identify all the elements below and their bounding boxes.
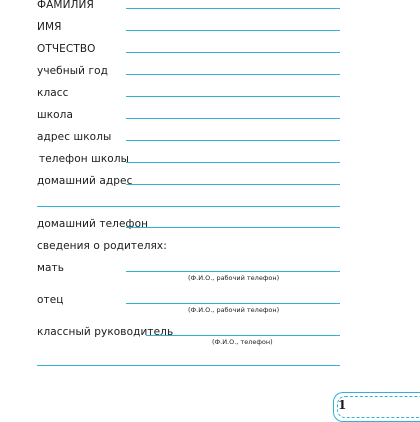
class-teacher-label: классный руководитель [37, 326, 174, 338]
mother-label: мать [37, 262, 65, 274]
father-label: отец [37, 294, 64, 306]
mother-field-line[interactable] [126, 271, 340, 272]
school-year-label: учебный год [37, 65, 108, 77]
home-phone-field-line[interactable] [126, 227, 340, 228]
home-address-field-line-1[interactable] [126, 184, 340, 185]
name-label: ИМЯ [37, 21, 62, 33]
class-field-line[interactable] [126, 96, 340, 97]
father-hint: (Ф.И.О., рабочий телефон) [188, 306, 280, 314]
class-teacher-field-line-2[interactable] [37, 365, 340, 366]
school-year-field-line[interactable] [126, 74, 340, 75]
class-label: класс [37, 87, 69, 99]
home-address-label: домашний адрес [37, 175, 133, 187]
mother-hint: (Ф.И.О., рабочий телефон) [188, 274, 280, 282]
parents-info-heading: сведения о родителях: [37, 240, 167, 252]
patronymic-label: ОТЧЕСТВО [37, 43, 96, 55]
class-teacher-field-line[interactable] [146, 335, 340, 336]
patronymic-field-line[interactable] [126, 52, 340, 53]
school-address-field-line[interactable] [126, 140, 340, 141]
father-field-line[interactable] [126, 303, 340, 304]
school-address-label: адрес школы [37, 131, 112, 143]
class-teacher-hint: (Ф.И.О., телефон) [212, 338, 273, 346]
school-field-line[interactable] [126, 118, 340, 119]
surname-field-line[interactable] [126, 8, 340, 9]
page-number-tab-dashed-border [337, 396, 420, 418]
home-phone-label: домашний телефон [37, 218, 149, 230]
home-address-field-line-2[interactable] [37, 206, 340, 207]
school-phone-field-line[interactable] [126, 162, 340, 163]
page-number: 1 [338, 398, 347, 412]
school-phone-label: телефон школы [39, 153, 130, 165]
name-field-line[interactable] [126, 30, 340, 31]
surname-label: ФАМИЛИЯ [37, 0, 94, 11]
school-label: школа [37, 109, 74, 121]
